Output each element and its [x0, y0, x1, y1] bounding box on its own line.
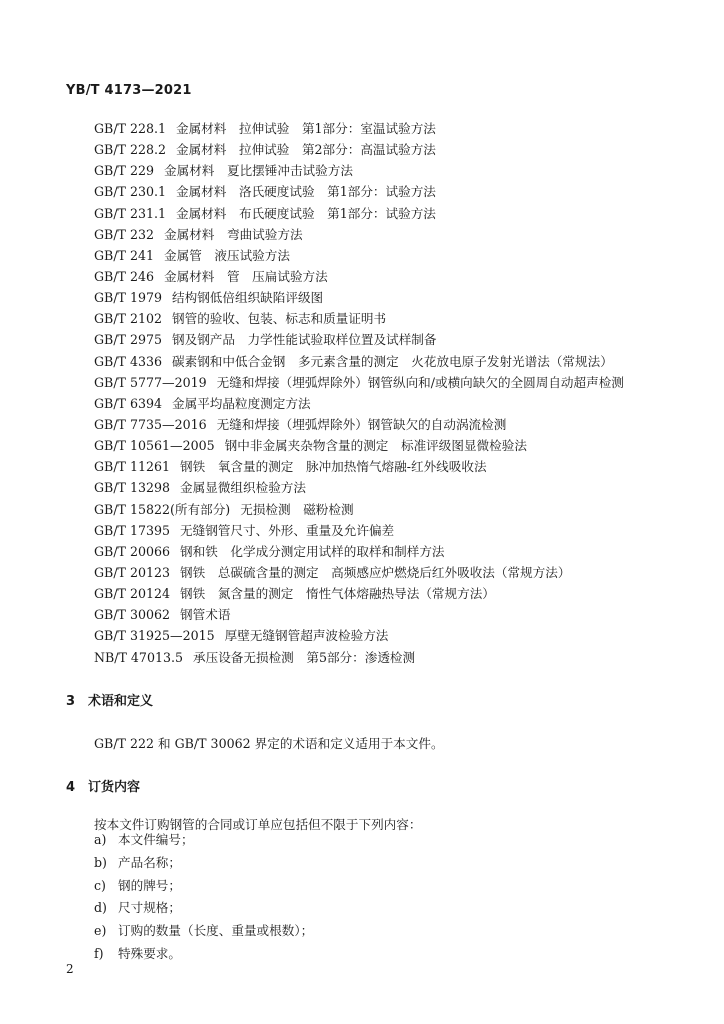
- list-marker: f): [94, 945, 104, 961]
- reference-title: 钢管的验收、包装、标志和质量证明书: [172, 311, 387, 327]
- reference-code: GB/T 6394: [94, 395, 163, 411]
- section-4-intro: 按本文件订购钢管的合同或订单应包括但不限于下列内容：: [94, 817, 422, 832]
- reference-code: GB/T 20123: [94, 564, 171, 580]
- reference-code: NB/T 47013.5: [94, 649, 183, 665]
- reference-item: [94, 245, 694, 266]
- reference-code: GB/T 5777—2019: [94, 374, 207, 390]
- reference-item: [94, 224, 694, 245]
- list-text: 钢的牌号；: [118, 877, 181, 893]
- reference-item: [94, 181, 694, 202]
- list-item: [94, 852, 313, 875]
- section-title: 订货内容: [88, 780, 141, 795]
- reference-item: [94, 456, 694, 477]
- reference-code: GB/T 15822(所有部分): [94, 501, 231, 517]
- list-text: 尺寸规格；: [118, 900, 181, 916]
- reference-title: 钢及钢产品 力学性能试验取样位置及试样制备: [172, 332, 437, 348]
- reference-title: 无缝钢管尺寸、外形、重量及允许偏差: [180, 522, 395, 538]
- reference-code: GB/T 229: [94, 163, 154, 179]
- reference-code: GB/T 4336: [94, 353, 163, 369]
- reference-item: [94, 520, 694, 541]
- list-marker: c): [94, 877, 106, 893]
- reference-title: 钢中非金属夹杂物含量的测定 标准评级图显微检验法: [224, 438, 527, 454]
- reference-item: [94, 160, 694, 181]
- reference-title: 金属材料 布氏硬度试验 第1部分：试验方法: [176, 205, 436, 221]
- section-number: 4: [66, 780, 76, 795]
- reference-item: [94, 499, 694, 520]
- reference-code: GB/T 30062: [94, 607, 171, 623]
- reference-code: GB/T 13298: [94, 480, 171, 496]
- reference-title: 金属材料 洛氏硬度试验 第1部分：试验方法: [176, 184, 436, 200]
- list-text: 订购的数量（长度、重量或根数）；: [118, 923, 314, 939]
- list-text: 产品名称；: [118, 854, 181, 870]
- section-3-text: GB/T 222 和 GB/T 30062 界定的术语和定义适用于本文件。: [94, 736, 444, 751]
- reference-title: 碳素钢和中低合金钢 多元素含量的测定 火花放电原子发射光谱法（常规法）: [172, 353, 613, 369]
- reference-code: GB/T 7735—2016: [94, 416, 207, 432]
- reference-title: 结构钢低倍组织缺陷评级图: [172, 290, 324, 306]
- reference-code: GB/T 231.1: [94, 205, 167, 221]
- reference-title: 钢和铁 化学成分测定用试样的取样和制样方法: [180, 543, 445, 559]
- list-item: [94, 920, 313, 943]
- list-item: [94, 829, 313, 852]
- reference-title: 钢铁 氮含量的测定 惰性气体熔融热导法（常规方法）: [180, 586, 495, 602]
- reference-title: 钢铁 氧含量的测定 脉冲加热惰气熔融-红外线吸收法: [180, 459, 487, 475]
- list-text: 本文件编号；: [118, 832, 194, 847]
- reference-title: 金属管 液压试验方法: [164, 247, 290, 263]
- reference-title: 无损检测 磁粉检测: [240, 501, 354, 517]
- list-marker: b): [94, 854, 107, 870]
- reference-code: GB/T 230.1: [94, 184, 167, 200]
- reference-item: [94, 308, 694, 329]
- reference-item: [94, 329, 694, 350]
- reference-item: [94, 139, 694, 160]
- reference-title: 无缝和焊接（埋弧焊除外）钢管纵向和/或横向缺欠的全圆周自动超声检测: [216, 374, 624, 390]
- list-text: 特殊要求。: [118, 945, 181, 961]
- reference-item: [94, 203, 694, 224]
- reference-code: GB/T 17395: [94, 522, 171, 538]
- reference-item: [94, 435, 694, 456]
- reference-code: GB/T 228.1: [94, 121, 167, 136]
- reference-code: GB/T 246: [94, 268, 154, 284]
- list-marker: e): [94, 923, 107, 939]
- reference-code: GB/T 241: [94, 247, 154, 263]
- reference-code: GB/T 2102: [94, 311, 163, 327]
- reference-item: [94, 393, 694, 414]
- reference-item: [94, 625, 694, 646]
- section-4-heading: [66, 776, 140, 795]
- reference-title: 钢铁 总碳硫含量的测定 高频感应炉燃烧后红外吸收法（常规方法）: [180, 564, 571, 580]
- reference-item: [94, 604, 694, 625]
- reference-item: [94, 351, 694, 372]
- reference-title: 钢管术语: [180, 607, 231, 623]
- reference-title: 无缝和焊接（埋弧焊除外）钢管缺欠的自动涡流检测: [216, 416, 507, 432]
- reference-code: GB/T 31925—2015: [94, 628, 215, 644]
- order-content-list: [94, 829, 313, 966]
- reference-code: GB/T 2975: [94, 332, 163, 348]
- list-marker: d): [94, 900, 107, 916]
- reference-code: GB/T 10561—2005: [94, 438, 215, 454]
- reference-item: [94, 541, 694, 562]
- document-code: YB/T 4173—2021: [66, 83, 192, 98]
- normative-references-list: [94, 118, 694, 668]
- list-item: [94, 943, 313, 966]
- reference-item: [94, 562, 694, 583]
- reference-item: [94, 583, 694, 604]
- reference-title: 金属平均晶粒度测定方法: [172, 395, 311, 411]
- reference-item: [94, 477, 694, 498]
- reference-item: [94, 118, 694, 139]
- section-number: 3: [66, 694, 76, 709]
- list-marker: a): [94, 832, 107, 847]
- reference-title: 承压设备无损检测 第5部分：渗透检测: [193, 649, 416, 665]
- reference-code: GB/T 20066: [94, 543, 171, 559]
- reference-item: [94, 372, 694, 393]
- reference-code: GB/T 20124: [94, 586, 171, 602]
- reference-item: [94, 414, 694, 435]
- reference-code: GB/T 232: [94, 226, 154, 242]
- reference-title: 厚壁无缝钢管超声波检验方法: [224, 628, 389, 644]
- reference-item: [94, 647, 694, 668]
- reference-code: GB/T 228.2: [94, 142, 167, 158]
- reference-title: 金属材料 弯曲试验方法: [164, 226, 303, 242]
- section-title: 术语和定义: [88, 694, 154, 709]
- reference-title: 金属显微组织检验方法: [180, 480, 306, 496]
- list-item: [94, 875, 313, 898]
- reference-code: GB/T 1979: [94, 290, 163, 306]
- reference-title: 金属材料 拉伸试验 第2部分：高温试验方法: [176, 142, 436, 158]
- page-number: 2: [66, 962, 74, 976]
- section-3-heading: [66, 690, 153, 709]
- reference-title: 金属材料 拉伸试验 第1部分：室温试验方法: [176, 121, 436, 136]
- reference-code: GB/T 11261: [94, 459, 171, 475]
- reference-item: [94, 287, 694, 308]
- list-item: [94, 897, 313, 920]
- reference-title: 金属材料 夏比摆锤冲击试验方法: [164, 163, 353, 179]
- reference-item: [94, 266, 694, 287]
- reference-title: 金属材料 管 压扁试验方法: [164, 268, 328, 284]
